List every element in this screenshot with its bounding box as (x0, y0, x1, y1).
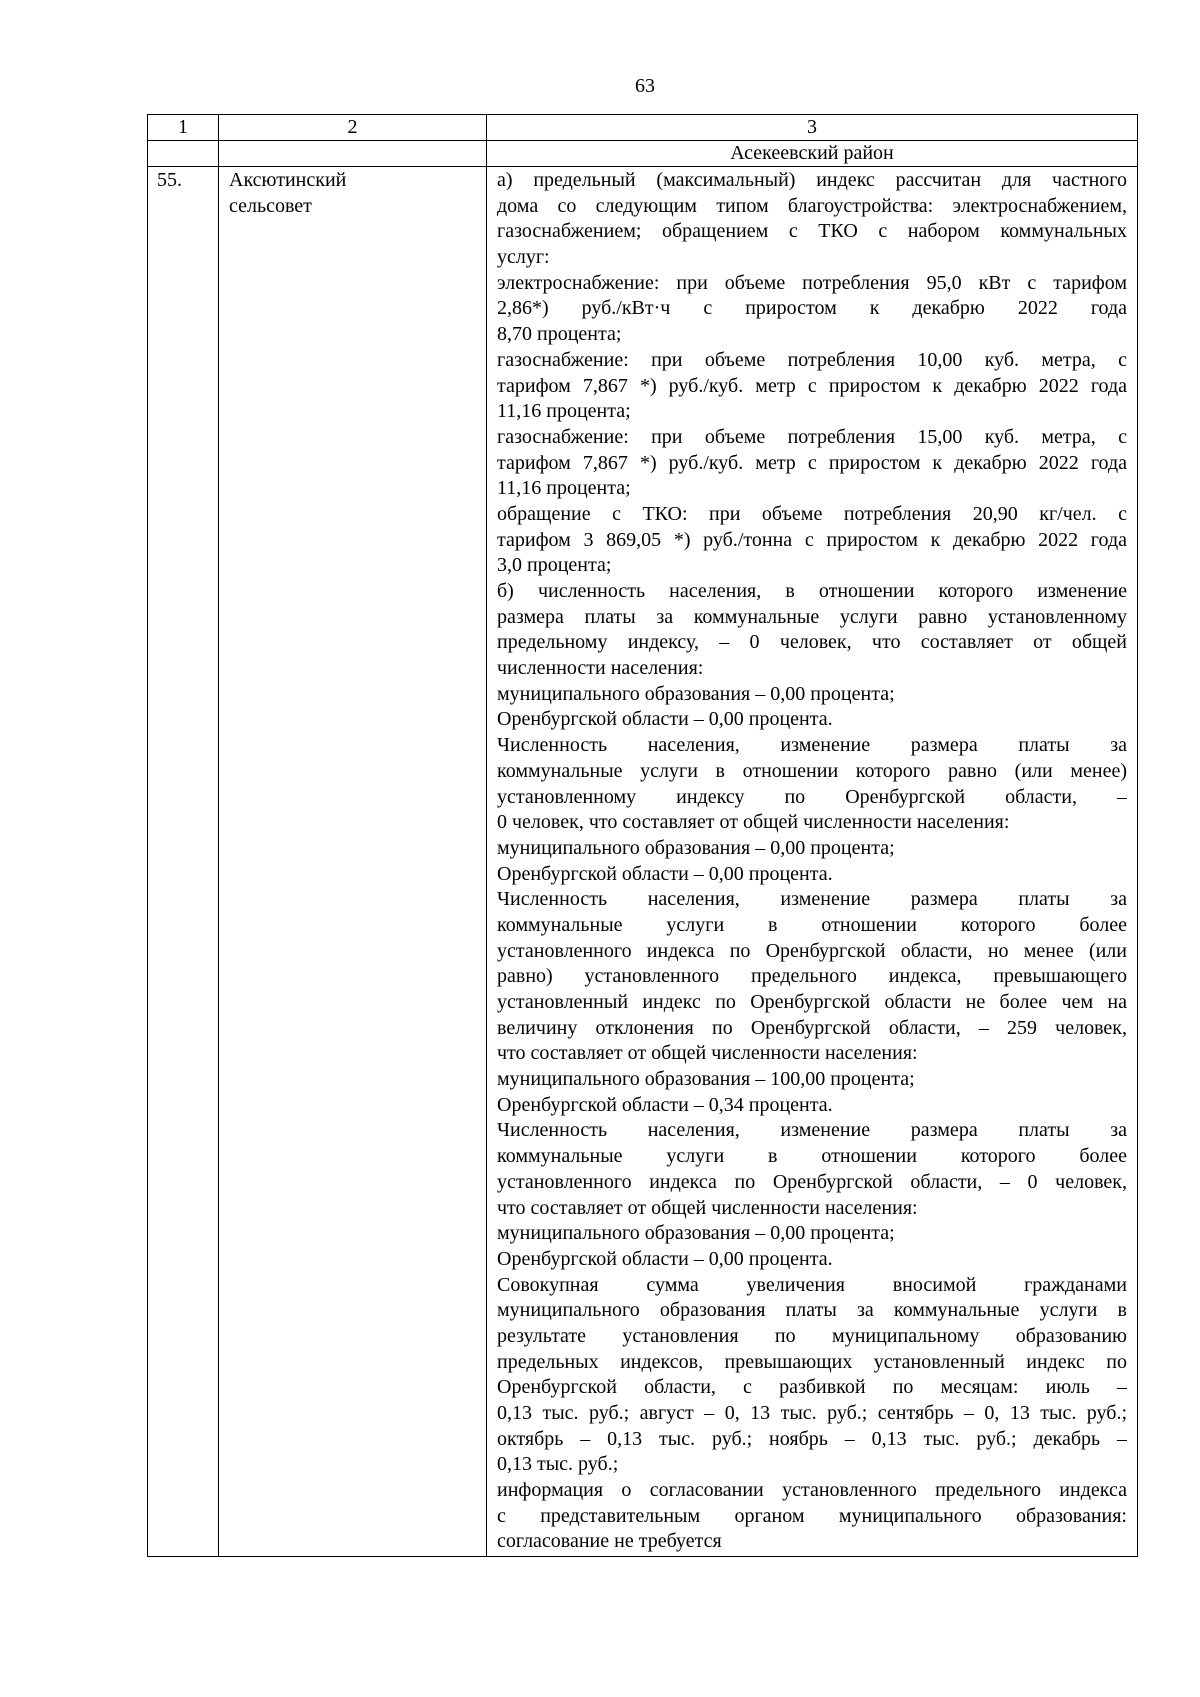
content-line: Совокупная сумма увеличения вносимой гражданами (497, 1273, 1127, 1296)
content-line: численности населения: (497, 657, 704, 680)
header-col-3: 3 (487, 115, 1138, 141)
content-line: обращение с ТКО: при объеме потребления 20,90 кг/чел. с (497, 502, 1127, 525)
content-line: муниципального образования – 100,00 процента; (497, 1068, 915, 1091)
header-col-1: 1 (148, 115, 219, 141)
content-line: тарифом 7,867 *) руб./куб. метр с приростом к декабрю 2022 года (497, 374, 1127, 397)
row-number: 55. (148, 167, 219, 1557)
content-line: Оренбургской области – 0,00 процента. (497, 862, 833, 885)
content-line: коммунальные услуги в отношении которого равно (или менее) (497, 759, 1127, 782)
content-line: газоснабжение: при объеме потребления 10,00 куб. метра, с (497, 348, 1127, 371)
page-number: 63 (635, 75, 655, 97)
municipality-name (219, 167, 487, 1557)
content-line: тарифом 7,867 *) руб./куб. метр с приростом к декабрю 2022 года (497, 451, 1127, 474)
content-line: установленный индекс по Оренбургской области не более чем на (497, 991, 1127, 1013)
content-line: 8,70 процента; (497, 323, 622, 346)
row-content (487, 167, 1138, 1557)
content-line: 0 человек, что составляет от общей численности населения: (497, 811, 1010, 834)
content-line: тарифом 3 869,05 *) руб./тонна с приростом к декабрю 2022 года (497, 528, 1127, 551)
content-line: муниципального образования – 0,00 процента; (497, 836, 895, 859)
document-table (147, 114, 1138, 1557)
content-line: установленного индекса по Оренбургской области, – 0 человек, (497, 1170, 1127, 1193)
content-line: равно) установленного предельного индекса, превышающего (497, 965, 1127, 988)
content-line: информация о согласовании установленного предельного индекса (497, 1479, 1127, 1502)
municipality-name-line: сельсовет (229, 194, 312, 217)
municipality-name-line: Аксютинский (229, 169, 347, 191)
content-line: октябрь – 0,13 тыс. руб.; ноябрь – 0,13 тыс. руб.; декабрь – (497, 1427, 1127, 1450)
content-line: коммунальные услуги в отношении которого более (497, 913, 1127, 936)
content-line: Оренбургской области, с разбивкой по месяцам: июль – (497, 1376, 1127, 1399)
content-line: установленному индексу по Оренбургской области, – (497, 785, 1127, 808)
content-line: величину отклонения по Оренбургской области, – 259 человек, (497, 1016, 1127, 1039)
content-line: б) численность населения, в отношении которого изменение (497, 580, 1127, 602)
table-row (148, 167, 1138, 1557)
content-line: муниципального образования – 0,00 процента; (497, 1222, 895, 1245)
content-line: муниципального образования платы за коммунальные услуги в (497, 1299, 1127, 1322)
region-row (148, 141, 1138, 167)
content-line: что составляет от общей численности населения: (497, 1042, 918, 1065)
content-line: 11,16 процента; (497, 477, 631, 500)
content-line: газоснабжением; обращением с ТКО с набором коммунальных (497, 220, 1127, 243)
region-title: Асекеевский район (487, 141, 1138, 167)
content-line: газоснабжение: при объеме потребления 15,00 куб. метра, с (497, 425, 1127, 448)
content-line: муниципального образования – 0,00 процента; (497, 682, 895, 705)
content-line: 3,0 процента; (497, 554, 612, 577)
content-line: услуг: (497, 246, 550, 269)
content-line: размера платы за коммунальные услуги равно установленному (497, 605, 1127, 628)
content-line: 0,13 тыс. руб.; (497, 1453, 619, 1476)
content-line: Численность населения, изменение размера платы за (497, 888, 1127, 911)
content-line: Оренбургской области – 0,00 процента. (497, 1247, 833, 1270)
content-line: Численность населения, изменение размера платы за (497, 734, 1127, 757)
content-line: предельных индексов, превышающих установленный индекс по (497, 1350, 1127, 1373)
content-line: Оренбургской области – 0,34 процента. (497, 1093, 833, 1116)
content-line: что составляет от общей численности населения: (497, 1196, 918, 1219)
content-line: Численность населения, изменение размера платы за (497, 1119, 1127, 1142)
content-line: с представительным органом муниципального образования: (497, 1504, 1127, 1527)
content-line: а) предельный (максимальный) индекс рассчитан для частного (497, 169, 1127, 191)
content-line: результате установления по муниципальному образованию (497, 1324, 1127, 1347)
header-col-2: 2 (219, 115, 487, 141)
content-line: 11,16 процента; (497, 400, 631, 423)
content-line: дома со следующим типом благоустройства: электроснабжением, (497, 194, 1127, 217)
content-line: предельному индексу, – 0 человек, что составляет от общей (497, 631, 1127, 654)
content-line: установленного индекса по Оренбургской области, но менее (или (497, 939, 1127, 962)
table-header-row (148, 115, 1138, 141)
content-line: 0,13 тыс. руб.; август – 0, 13 тыс. руб.; сентябрь – 0, 13 тыс. руб.; (497, 1402, 1127, 1424)
content-line: Оренбургской области – 0,00 процента. (497, 708, 833, 731)
content-line: коммунальные услуги в отношении которого более (497, 1145, 1127, 1168)
content-line: электроснабжение: при объеме потребления 95,0 кВт с тарифом (497, 271, 1127, 294)
content-line: 2,86*) руб./кВт·ч с приростом к декабрю 2022 года (497, 297, 1127, 320)
content-line: согласование не требуется (497, 1530, 722, 1553)
